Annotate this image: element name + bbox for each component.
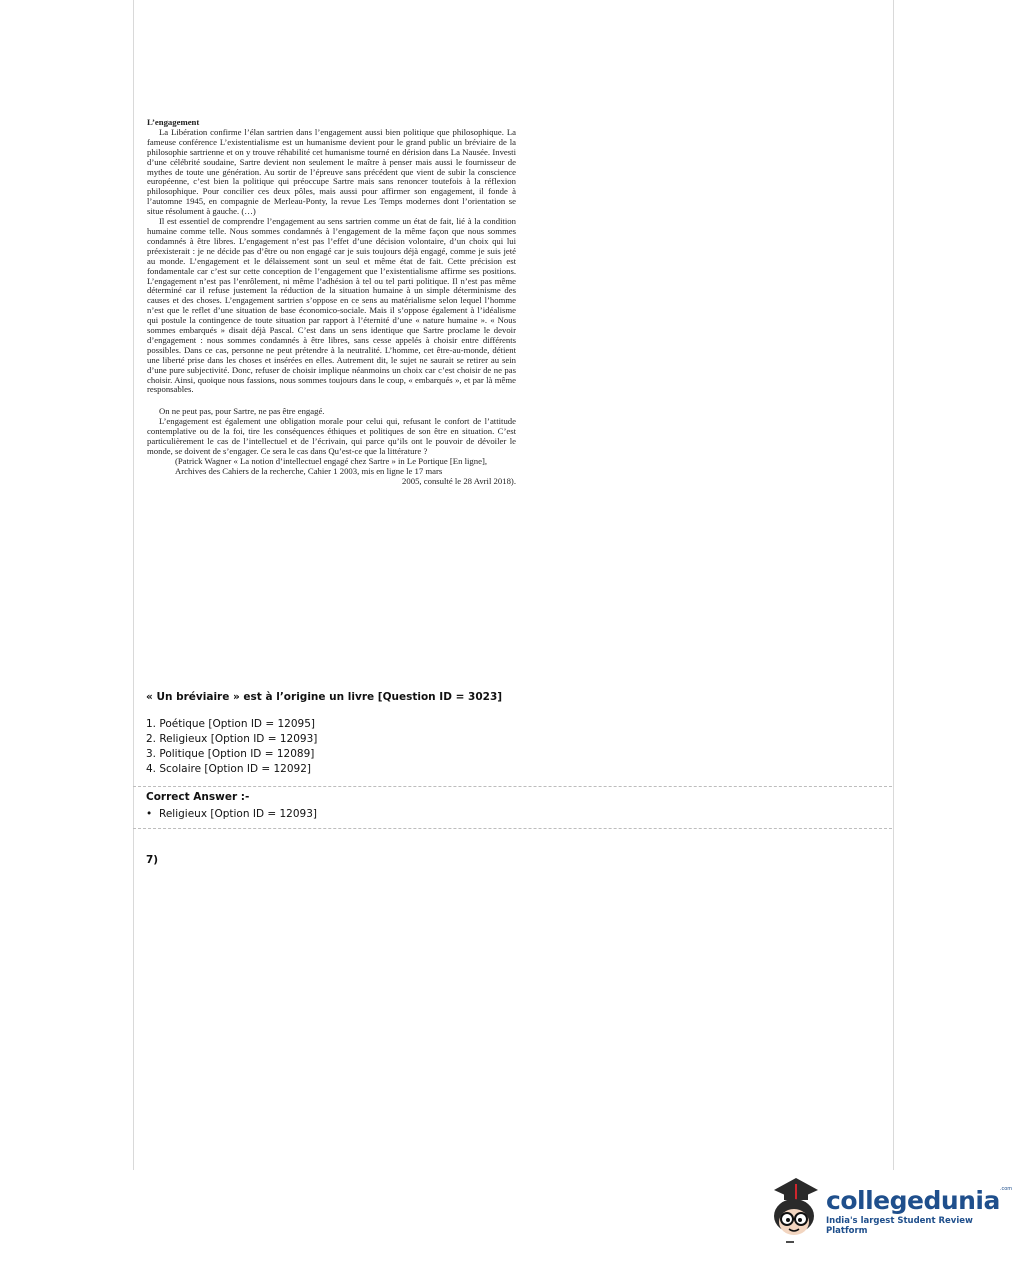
divider	[133, 786, 892, 787]
passage-paragraph: La Libération confirme l’élan sartrien dans l’engagement aussi bien politique que philosophique. La fameuse conférence L’existentialisme est un humanisme devient pour le grand public un bréviaire de la philosophie sartrienne et on y trouve réhabilité cet humanisme tourné en dérision dans La Nausée. Investi d’une célébrité soudaine, Sartre devient non seulement le maître à penser mais aussi le fournisseur de mythes de toute une génération. Au sortir de l’épreuve sans précédent que vient de subir la conscience européenne, c’est bien la politique qui préoccupe Sartre mais sans renoncer toutefois à la réflexion philosophique. Pour concilier ces deux pôles, mais aussi pour affirmer son engagement, il fonde à l’automne 1945, en compagnie de Merleau-Ponty, la revue Les Temps modernes dont l’orientation se situe résolument à gauche. (…)	[147, 126, 516, 217]
logo-text	[826, 1186, 1012, 1236]
passage-title: L’engagement	[147, 117, 200, 127]
correct-answer-title: Correct Answer :-	[146, 791, 250, 803]
options-list	[146, 717, 317, 777]
bullet-icon: •	[146, 808, 153, 820]
option-item: 4. Scolaire [Option ID = 12092]	[146, 763, 312, 775]
passage-citation-end: 2005, consulté le 28 Avril 2018).	[402, 475, 516, 486]
option-item: 1. Poétique [Option ID = 12095]	[146, 718, 315, 730]
passage-paragraph: L’engagement est également une obligation morale pour celui qui, refusant le confort de l’attitude contemplative ou de la foi, tire les conséquences éthiques et politiques de son être en situation. C’est particulièrement le cas de l’intellectuel et de l’écrivain, qui parce qu’ils ont le pouvoir de dévoiler le monde, se doivent de s’engager. Ce sera le cas dans Qu’est-ce que la littérature ?	[147, 416, 516, 456]
brand-name: collegedunia	[826, 1186, 1000, 1215]
next-question-number: 7)	[146, 854, 159, 866]
reading-passage	[147, 118, 516, 487]
correct-answer-item	[146, 808, 317, 820]
mascot-icon	[766, 1176, 824, 1246]
passage-paragraph: Il est essentiel de comprendre l’engagement au sens sartrien comme un état de fait, lié à la condition humaine comme telle. Nous sommes condamnés à l’engagement de la même façon que nous sommes condamnés à être libres. L’engagement n’est pas l’effet d’une décision volontaire, d’un choix qui lui préexisterait : je ne décide pas d’être ou non engagé car je suis toujours déjà engagé, comme je suis jeté au monde. L’engagement et le délaissement sont un seul et même état de fait. Cette précision est fondamentale car c’est sur cette conception de l’engagement que l’existentialisme affirme ses positions. L’engagement n’est pas l’enrôlement, ni même l’adhésion à tel ou tel parti politique. Il n’est pas même déterminé car il refuse justement la réduction de la situation humaine à un simple déterminisme des causes et des choses. L’engagement sartrien s’oppose en ce sens au matérialisme selon lequel l’homme n’est que le reflet d’une situation de base économico-sociale. Mais il s’oppose également à l’idéalisme qui postule la contingence de toute situation par rapport à l’éternité d’une « nature humaine ». « Nous sommes embarqués » disait déjà Pascal. C’est dans un sens identique que Sartre proclame le devoir d’engagement : nous sommes condamnés à être libres, sans cesse appelés à choisir entre différents possibles. Dans ce cas, personne ne peut prétendre à la neutralité. L’homme, cet être-au-monde, détient une liberté prise dans les choses et insérées en elles. Autrement dit, le sujet ne saurait se retirer au sein d’une pure subjectivité. Donc, refuser de choisir implique néanmoins un choix car c’est choisir de ne pas choisir. Ainsi, quoique nous fassions, nous sommes toujours dans le coup, « embarqués », et par là même responsables.	[147, 216, 516, 395]
option-item: 3. Politique [Option ID = 12089]	[146, 748, 315, 760]
passage-paragraph: On ne peut pas, pour Sartre, ne pas être engagé.	[159, 406, 325, 417]
brand-tagline: India's largest Student Review Platform	[826, 1216, 973, 1236]
collegedunia-logo	[766, 1176, 1013, 1246]
brand-suffix: .com	[999, 1186, 1013, 1192]
correct-answer-value: Religieux [Option ID = 12093]	[159, 808, 317, 820]
option-item: 2. Religieux [Option ID = 12093]	[146, 733, 318, 745]
passage-citation: (Patrick Wagner « La notion d’intellectuel engagé chez Sartre » in Le Portique [En ligne], Archives des Cahiers de la recherche, Cahier 1 2003, mis en ligne le 17 mars	[175, 455, 488, 476]
question-text: « Un bréviaire » est à l’origine un livre [Question ID = 3023]	[146, 691, 503, 703]
divider	[133, 828, 892, 829]
